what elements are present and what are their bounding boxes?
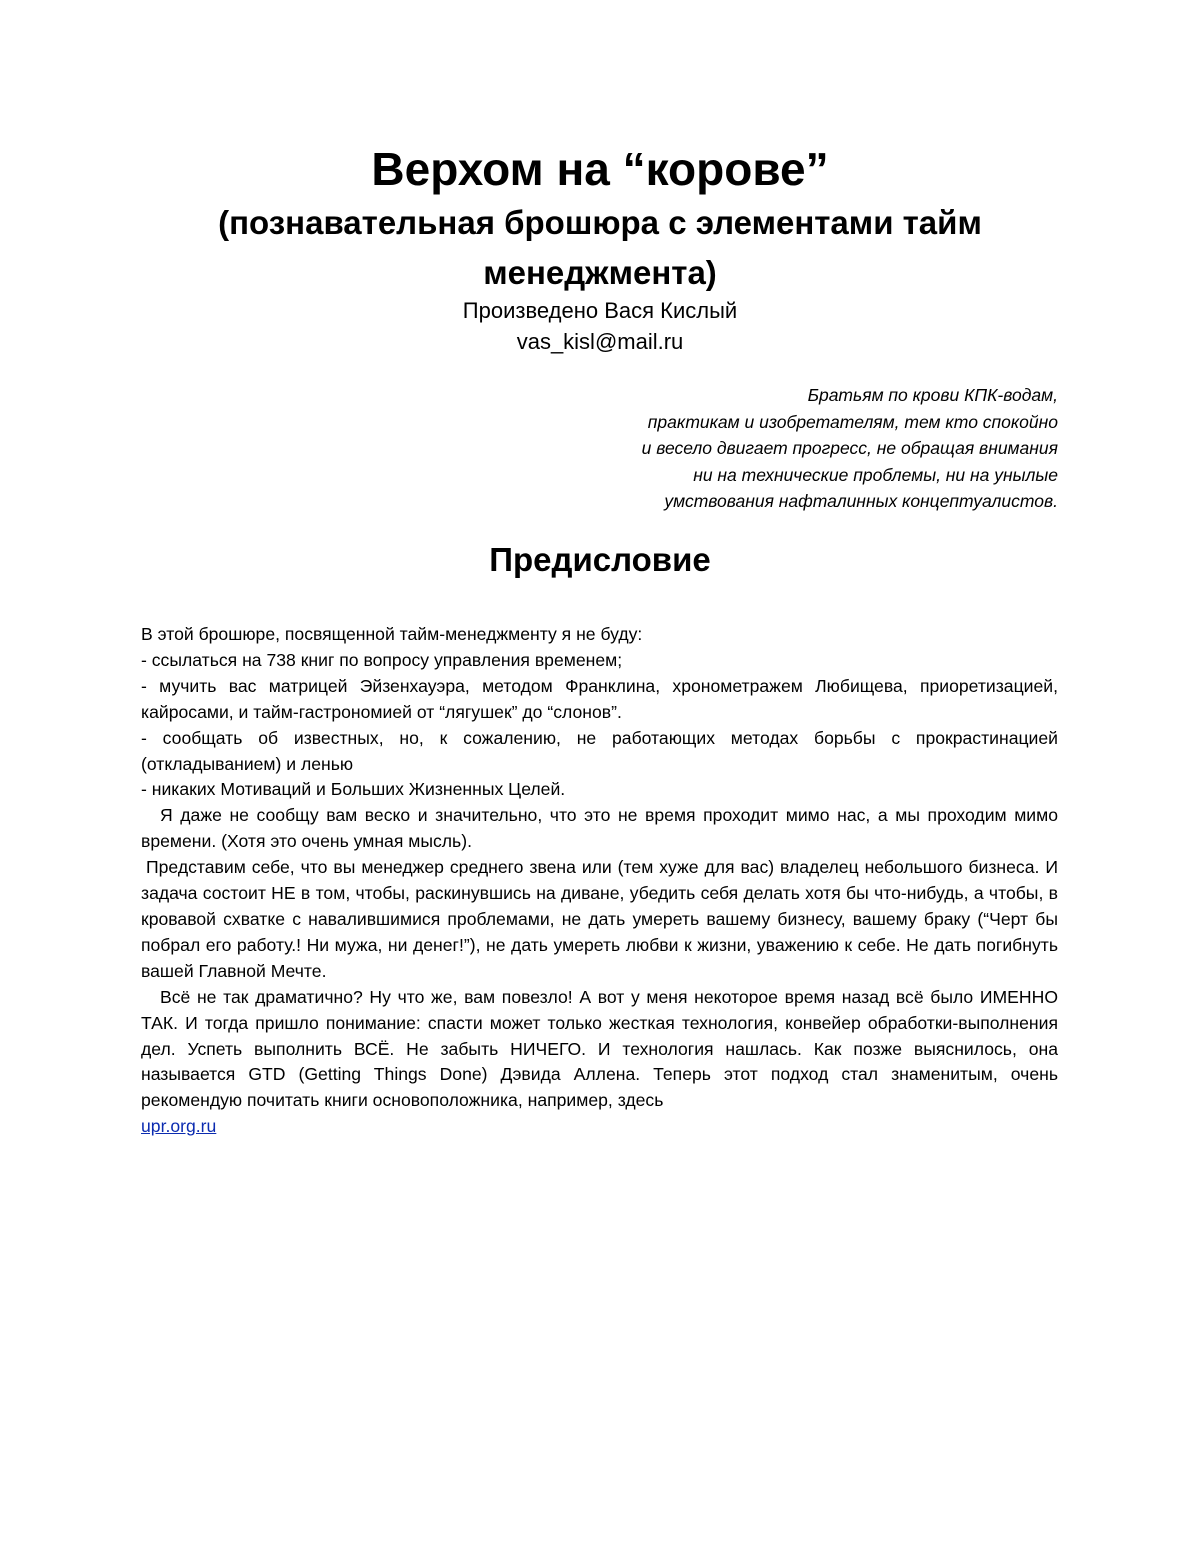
upr-link[interactable]: upr.org.ru <box>141 1116 217 1137</box>
paragraph: Я даже не сообщу вам веско и значительно, что это не время проходит мимо нас, а мы проходим мимо времени. (Хотя это очень умная мысль). <box>141 805 1058 852</box>
list-item: - никаких Мотиваций и Больших Жизненных Целей. <box>141 779 566 800</box>
author-email: vas_kisl@mail.ru <box>516 329 684 354</box>
link-line <box>141 1114 1058 1140</box>
epigraph-line: и весело двигает прогресс, не обращая внимания <box>641 438 1058 458</box>
paragraph: Представим себе, что вы менеджер среднего звена или (тем хуже для вас) владелец небольшого бизнеса. И задача состоит НЕ в том, чтобы, раскинувшись на диване, убедить себя делать хотя бы что-нибудь, а чтобы, в кровавой схватке с навалившимися проблемами, не дать умереть вашему бизнесу, вашему браку (“Черт бы побрал его работу.! Ни мужа, ни денег!”), не дать умереть любви к жизни, уважению к себе. Не дать погибнуть вашей Главной Мечте. <box>141 857 1058 981</box>
paragraph: В этой брошюре, посвященной тайм-менеджменту я не буду: <box>141 624 643 644</box>
author-line: Произведено Вася Кислый <box>462 298 738 323</box>
document-title: Верхом на “корове” <box>371 143 829 195</box>
epigraph-line: Братьям по крови КПК-водам, <box>807 385 1058 405</box>
list-item: - сообщать об известных, но, к сожалению, не работающих методах борьбы с прокрастинацией (откладыванием) и ленью <box>141 727 1058 774</box>
paragraph-text: Всё не так драматично? Ну что же, вам повезло! А вот у меня некоторое время назад всё было ИМЕННО ТАК. И тогда пришло понимание: спасти может только жесткая технология, конвейер обработки-выполнения дел. Успеть выполнить ВСЁ. Не забыть НИЧЕГО. И технология нашлась. Как позже выяснилось, она называется GTD (Getting Things Done) Дэвида Аллена. Теперь этот подход стал знаменитым, очень рекомендую почитать книги основоположника, например, здесь <box>141 986 1058 1111</box>
epigraph <box>538 382 1058 515</box>
epigraph-line: ни на технические проблемы, ни на унылые <box>693 464 1058 485</box>
list-item: - ссылаться на 738 книг по вопросу управления временем; <box>141 649 623 670</box>
epigraph-line: умствования нафталинных концептуалистов. <box>664 491 1058 511</box>
section-heading-preface: Предисловие <box>489 541 711 578</box>
document-subtitle: (познавательная брошюра с элементами тайм менеджмента) <box>218 204 982 291</box>
paragraph <box>141 985 1058 1115</box>
list-item: - мучить вас матрицей Эйзенхауэра, методом Франклина, хронометражем Любищева, приоретизацией, кайросами, и тайм-гастрономией от “лягушек” до “слонов”. <box>141 675 1058 722</box>
epigraph-line: практикам и изобретателям, тем кто спокойно <box>647 411 1058 432</box>
preface-body <box>141 622 1058 1140</box>
